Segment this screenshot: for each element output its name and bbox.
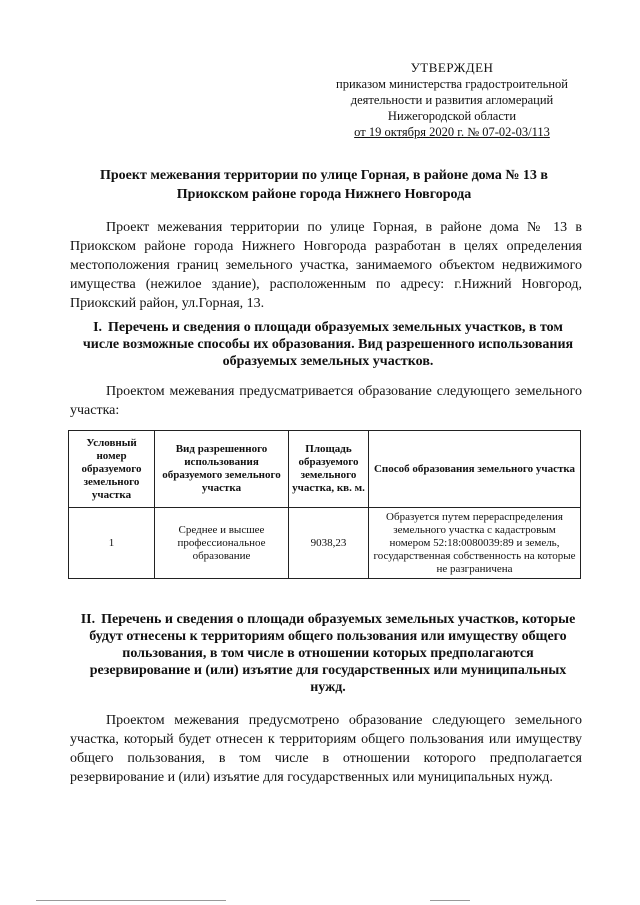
intro-paragraph-text: Проект межевания территории по улице Горная, в районе дома № 13 в Приокском районе города Нижнего Новгорода разработан в целях определения местоположения границ земельного участка, занимаемого объектом недвижимого имущества (нежилое здание), расположенным по адресу: г.Нижний Новгород, Приокский район, ул.Горная, 13. [70, 220, 582, 311]
table-cell-permitted-use: Среднее и высшее профессиональное образование [155, 508, 289, 579]
section-2-number: II. [80, 612, 96, 627]
table-header-cell: Площадь образуемого земельного участка, кв. м. [289, 431, 369, 508]
table-header-row [69, 431, 581, 508]
table-header-cell: Вид разрешенного использования образуемого земельного участка [155, 431, 289, 508]
table-header-cell: Способ образования земельного участка [369, 431, 581, 508]
section-2-paragraph-text: Проектом межевания предусмотрено образование следующего земельного участка, который будет отнесен к территориям общего пользования или имуществу общего пользования, в том числе в отношении которого предполагается резервирование и (или) изъятие для государственных или муниципальных нужд. [70, 713, 582, 785]
section-1-paragraph [70, 382, 582, 420]
land-plot-table [68, 430, 581, 579]
section-1-number: I. [93, 320, 103, 335]
bottom-scan-line-left [36, 900, 226, 901]
section-1-heading [74, 319, 582, 370]
section-2-heading-text: Перечень и сведения о площади образуемых земельных участков, которые будут отнесены к территориям общего пользования или имуществу общего пользования, в том числе в отношении которых предполагаются резервирование и (или) изъятие для государственных или муниципальных нужд. [89, 612, 576, 695]
approval-line-3: Нижегородской области [387, 109, 517, 123]
table-row [69, 508, 581, 579]
section-2-paragraph [70, 711, 582, 787]
bottom-scan-line-right [430, 900, 470, 901]
table-header-cell: Условный номер образуемого земельного участка [69, 431, 155, 508]
section-1-paragraph-text: Проектом межевания предусматривается образование следующего земельного участка: [70, 384, 582, 418]
document-title: Проект межевания территории по улице Горная, в районе дома № 13 в Приокском районе города Нижнего Новгорода [100, 168, 548, 202]
table-cell-plot-number: 1 [69, 508, 155, 579]
section-2-heading [74, 611, 582, 696]
section-1-heading-text: Перечень и сведения о площади образуемых земельных участков, в том числе возможные способы их образования. Вид разрешенного использования образуемых земельных участков. [82, 320, 574, 369]
table-cell-area: 9038,23 [289, 508, 369, 579]
approval-heading: УТВЕРЖДЕН [410, 60, 494, 75]
approval-line-1: приказом министерства градостроительной [336, 77, 568, 91]
intro-paragraph [70, 218, 582, 313]
approval-date: от 19 октября 2020 г. № 07-02-03/113 [354, 125, 550, 139]
table-cell-formation-method: Образуется путем перераспределения земельного участка с кадастровым номером 52:18:0080039:89 и земель, государственная собственность на которые не разграничена [369, 508, 581, 579]
approval-stamp [332, 60, 572, 140]
approval-line-2: деятельности и развития агломераций [350, 93, 554, 107]
